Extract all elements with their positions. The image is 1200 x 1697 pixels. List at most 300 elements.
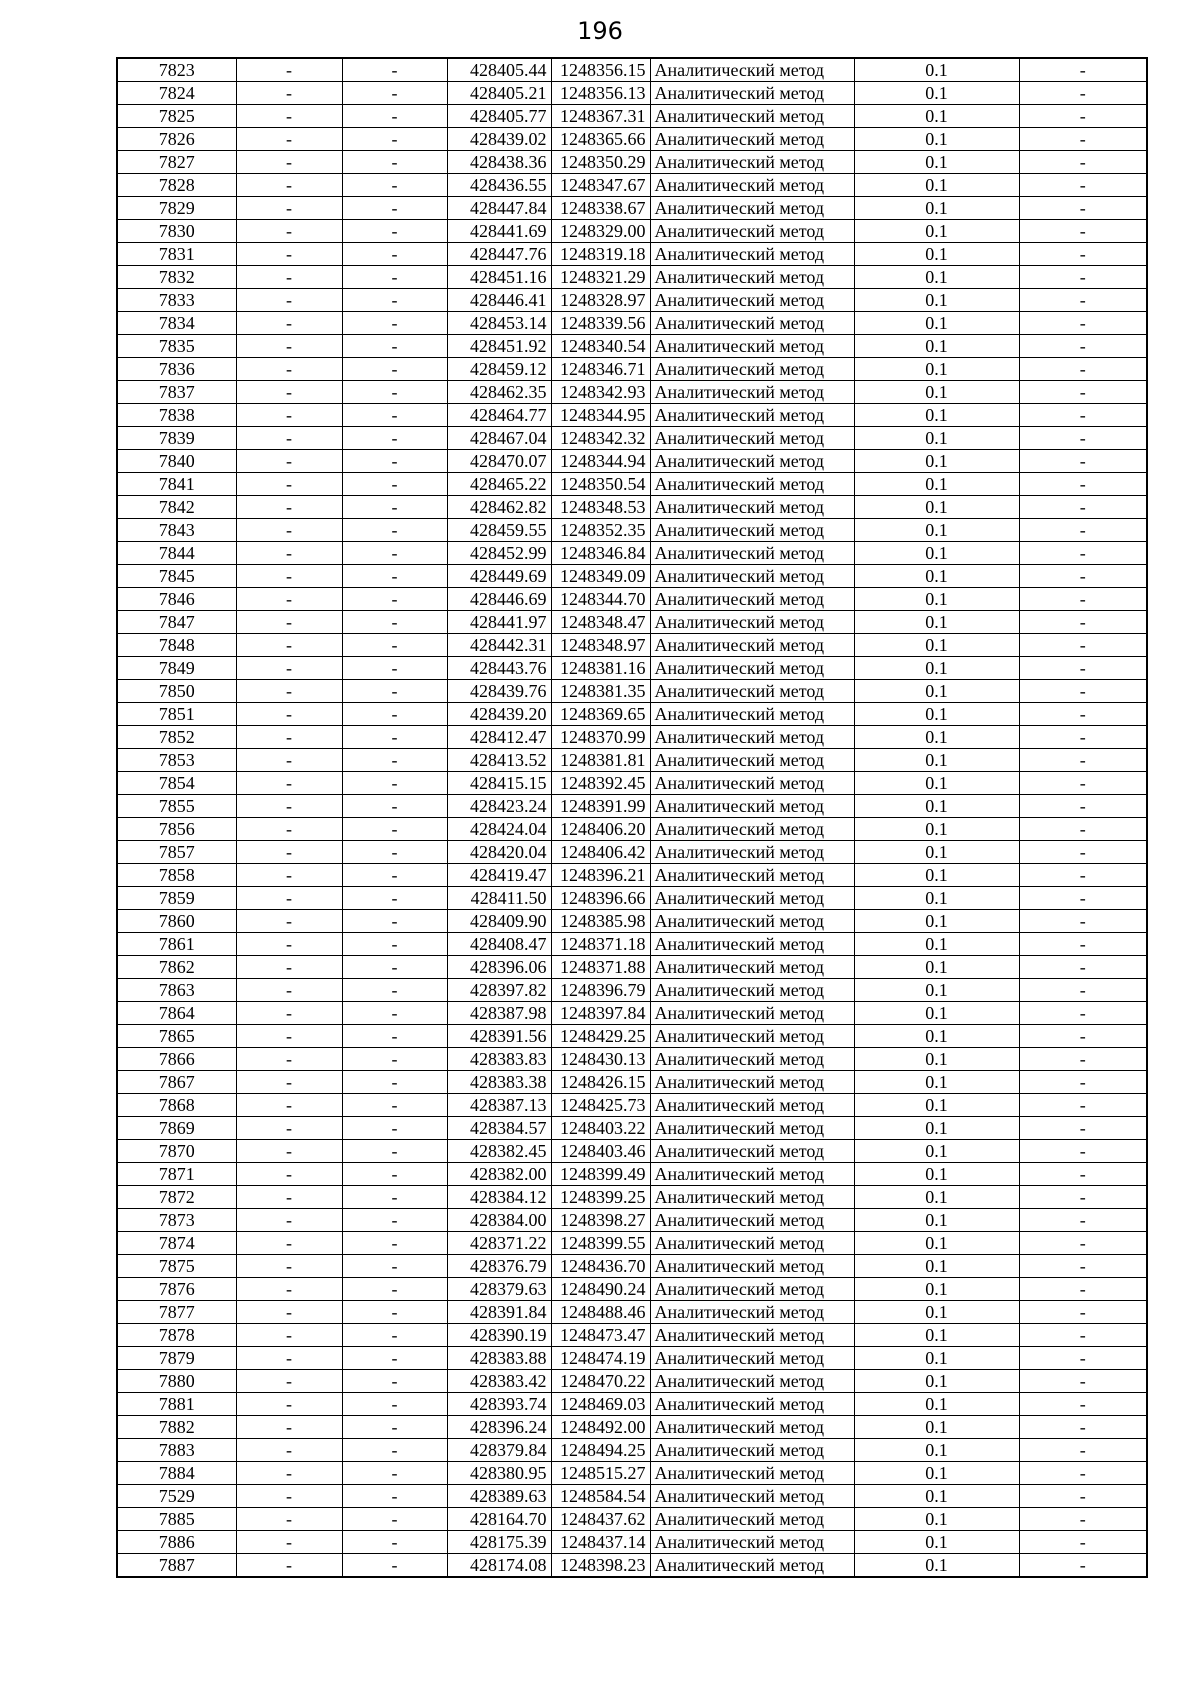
point-number-cell: 7850 <box>117 680 236 703</box>
accuracy-cell: 0.1 <box>854 841 1019 864</box>
x-coordinate-cell: 428424.04 <box>447 818 551 841</box>
point-number-cell: 7854 <box>117 772 236 795</box>
accuracy-cell: 0.1 <box>854 289 1019 312</box>
dash-cell: - <box>236 1485 342 1508</box>
dash-cell: - <box>236 1324 342 1347</box>
dash-cell: - <box>236 381 342 404</box>
dash-cell: - <box>342 473 447 496</box>
method-cell: Аналитический метод <box>650 933 854 956</box>
dash-cell: - <box>236 1232 342 1255</box>
accuracy-cell: 0.1 <box>854 1140 1019 1163</box>
dash-cell: - <box>342 1048 447 1071</box>
y-coordinate-cell: 1248348.53 <box>551 496 650 519</box>
x-coordinate-cell: 428405.44 <box>447 58 551 82</box>
dash-cell: - <box>1019 887 1147 910</box>
dash-cell: - <box>1019 864 1147 887</box>
accuracy-cell: 0.1 <box>854 956 1019 979</box>
table-row <box>117 1071 1147 1094</box>
y-coordinate-cell: 1248381.81 <box>551 749 650 772</box>
dash-cell: - <box>1019 1393 1147 1416</box>
x-coordinate-cell: 428441.69 <box>447 220 551 243</box>
y-coordinate-cell: 1248437.62 <box>551 1508 650 1531</box>
method-cell: Аналитический метод <box>650 58 854 82</box>
table-row <box>117 956 1147 979</box>
accuracy-cell: 0.1 <box>854 1209 1019 1232</box>
dash-cell: - <box>236 542 342 565</box>
dash-cell: - <box>1019 979 1147 1002</box>
dash-cell: - <box>236 818 342 841</box>
dash-cell: - <box>236 864 342 887</box>
dash-cell: - <box>236 289 342 312</box>
dash-cell: - <box>1019 910 1147 933</box>
point-number-cell: 7874 <box>117 1232 236 1255</box>
table-row <box>117 910 1147 933</box>
x-coordinate-cell: 428383.38 <box>447 1071 551 1094</box>
y-coordinate-cell: 1248367.31 <box>551 105 650 128</box>
table-row <box>117 1531 1147 1554</box>
dash-cell: - <box>1019 151 1147 174</box>
dash-cell: - <box>236 795 342 818</box>
x-coordinate-cell: 428390.19 <box>447 1324 551 1347</box>
accuracy-cell: 0.1 <box>854 1163 1019 1186</box>
point-number-cell: 7832 <box>117 266 236 289</box>
accuracy-cell: 0.1 <box>854 1278 1019 1301</box>
y-coordinate-cell: 1248346.84 <box>551 542 650 565</box>
table-row <box>117 749 1147 772</box>
y-coordinate-cell: 1248488.46 <box>551 1301 650 1324</box>
x-coordinate-cell: 428447.76 <box>447 243 551 266</box>
table-row <box>117 151 1147 174</box>
y-coordinate-cell: 1248494.25 <box>551 1439 650 1462</box>
table-row <box>117 726 1147 749</box>
table-row <box>117 703 1147 726</box>
accuracy-cell: 0.1 <box>854 565 1019 588</box>
accuracy-cell: 0.1 <box>854 1462 1019 1485</box>
dash-cell: - <box>342 565 447 588</box>
table-body <box>117 58 1147 1577</box>
point-number-cell: 7859 <box>117 887 236 910</box>
dash-cell: - <box>1019 611 1147 634</box>
point-number-cell: 7829 <box>117 197 236 220</box>
accuracy-cell: 0.1 <box>854 174 1019 197</box>
dash-cell: - <box>1019 404 1147 427</box>
x-coordinate-cell: 428412.47 <box>447 726 551 749</box>
method-cell: Аналитический метод <box>650 496 854 519</box>
dash-cell: - <box>1019 197 1147 220</box>
y-coordinate-cell: 1248370.99 <box>551 726 650 749</box>
y-coordinate-cell: 1248350.54 <box>551 473 650 496</box>
dash-cell: - <box>236 1393 342 1416</box>
dash-cell: - <box>1019 841 1147 864</box>
y-coordinate-cell: 1248469.03 <box>551 1393 650 1416</box>
x-coordinate-cell: 428397.82 <box>447 979 551 1002</box>
dash-cell: - <box>342 174 447 197</box>
point-number-cell: 7836 <box>117 358 236 381</box>
table-row <box>117 289 1147 312</box>
point-number-cell: 7883 <box>117 1439 236 1462</box>
dash-cell: - <box>342 956 447 979</box>
dash-cell: - <box>236 1163 342 1186</box>
accuracy-cell: 0.1 <box>854 588 1019 611</box>
y-coordinate-cell: 1248399.55 <box>551 1232 650 1255</box>
x-coordinate-cell: 428439.76 <box>447 680 551 703</box>
method-cell: Аналитический метод <box>650 1485 854 1508</box>
method-cell: Аналитический метод <box>650 1025 854 1048</box>
accuracy-cell: 0.1 <box>854 634 1019 657</box>
x-coordinate-cell: 428389.63 <box>447 1485 551 1508</box>
y-coordinate-cell: 1248399.25 <box>551 1186 650 1209</box>
y-coordinate-cell: 1248356.13 <box>551 82 650 105</box>
x-coordinate-cell: 428371.22 <box>447 1232 551 1255</box>
point-number-cell: 7855 <box>117 795 236 818</box>
dash-cell: - <box>1019 496 1147 519</box>
point-number-cell: 7843 <box>117 519 236 542</box>
x-coordinate-cell: 428459.55 <box>447 519 551 542</box>
y-coordinate-cell: 1248342.32 <box>551 427 650 450</box>
dash-cell: - <box>1019 726 1147 749</box>
y-coordinate-cell: 1248344.95 <box>551 404 650 427</box>
x-coordinate-cell: 428452.99 <box>447 542 551 565</box>
point-number-cell: 7847 <box>117 611 236 634</box>
method-cell: Аналитический метод <box>650 335 854 358</box>
y-coordinate-cell: 1248391.99 <box>551 795 650 818</box>
dash-cell: - <box>236 427 342 450</box>
dash-cell: - <box>1019 749 1147 772</box>
accuracy-cell: 0.1 <box>854 1531 1019 1554</box>
y-coordinate-cell: 1248398.23 <box>551 1554 650 1578</box>
dash-cell: - <box>342 151 447 174</box>
dash-cell: - <box>236 496 342 519</box>
table-row <box>117 450 1147 473</box>
x-coordinate-cell: 428438.36 <box>447 151 551 174</box>
method-cell: Аналитический метод <box>650 956 854 979</box>
point-number-cell: 7841 <box>117 473 236 496</box>
dash-cell: - <box>342 1462 447 1485</box>
dash-cell: - <box>1019 1301 1147 1324</box>
method-cell: Аналитический метод <box>650 703 854 726</box>
point-number-cell: 7885 <box>117 1508 236 1531</box>
dash-cell: - <box>1019 1002 1147 1025</box>
x-coordinate-cell: 428382.00 <box>447 1163 551 1186</box>
dash-cell: - <box>342 358 447 381</box>
dash-cell: - <box>342 841 447 864</box>
y-coordinate-cell: 1248392.45 <box>551 772 650 795</box>
x-coordinate-cell: 428376.79 <box>447 1255 551 1278</box>
dash-cell: - <box>1019 519 1147 542</box>
dash-cell: - <box>1019 956 1147 979</box>
point-number-cell: 7869 <box>117 1117 236 1140</box>
accuracy-cell: 0.1 <box>854 1048 1019 1071</box>
dash-cell: - <box>342 381 447 404</box>
x-coordinate-cell: 428391.84 <box>447 1301 551 1324</box>
table-row <box>117 1393 1147 1416</box>
dash-cell: - <box>1019 1324 1147 1347</box>
accuracy-cell: 0.1 <box>854 128 1019 151</box>
y-coordinate-cell: 1248403.46 <box>551 1140 650 1163</box>
point-number-cell: 7857 <box>117 841 236 864</box>
method-cell: Аналитический метод <box>650 1370 854 1393</box>
x-coordinate-cell: 428449.69 <box>447 565 551 588</box>
dash-cell: - <box>236 312 342 335</box>
method-cell: Аналитический метод <box>650 611 854 634</box>
accuracy-cell: 0.1 <box>854 910 1019 933</box>
dash-cell: - <box>342 726 447 749</box>
point-number-cell: 7880 <box>117 1370 236 1393</box>
point-number-cell: 7871 <box>117 1163 236 1186</box>
dash-cell: - <box>342 657 447 680</box>
dash-cell: - <box>236 105 342 128</box>
point-number-cell: 7834 <box>117 312 236 335</box>
method-cell: Аналитический метод <box>650 1439 854 1462</box>
dash-cell: - <box>342 818 447 841</box>
method-cell: Аналитический метод <box>650 565 854 588</box>
accuracy-cell: 0.1 <box>854 1071 1019 1094</box>
point-number-cell: 7853 <box>117 749 236 772</box>
dash-cell: - <box>1019 795 1147 818</box>
dash-cell: - <box>236 703 342 726</box>
x-coordinate-cell: 428175.39 <box>447 1531 551 1554</box>
accuracy-cell: 0.1 <box>854 450 1019 473</box>
y-coordinate-cell: 1248347.67 <box>551 174 650 197</box>
point-number-cell: 7839 <box>117 427 236 450</box>
y-coordinate-cell: 1248470.22 <box>551 1370 650 1393</box>
y-coordinate-cell: 1248340.54 <box>551 335 650 358</box>
table-row <box>117 197 1147 220</box>
accuracy-cell: 0.1 <box>854 335 1019 358</box>
y-coordinate-cell: 1248350.29 <box>551 151 650 174</box>
dash-cell: - <box>236 979 342 1002</box>
y-coordinate-cell: 1248474.19 <box>551 1347 650 1370</box>
method-cell: Аналитический метод <box>650 220 854 243</box>
y-coordinate-cell: 1248425.73 <box>551 1094 650 1117</box>
y-coordinate-cell: 1248349.09 <box>551 565 650 588</box>
table-row <box>117 519 1147 542</box>
table-row <box>117 312 1147 335</box>
dash-cell: - <box>236 358 342 381</box>
accuracy-cell: 0.1 <box>854 680 1019 703</box>
point-number-cell: 7852 <box>117 726 236 749</box>
dash-cell: - <box>1019 358 1147 381</box>
y-coordinate-cell: 1248406.42 <box>551 841 650 864</box>
table-row <box>117 1416 1147 1439</box>
dash-cell: - <box>342 1232 447 1255</box>
dash-cell: - <box>1019 1094 1147 1117</box>
y-coordinate-cell: 1248473.47 <box>551 1324 650 1347</box>
method-cell: Аналитический метод <box>650 1163 854 1186</box>
table-row <box>117 841 1147 864</box>
table-row <box>117 473 1147 496</box>
dash-cell: - <box>1019 634 1147 657</box>
x-coordinate-cell: 428415.15 <box>447 772 551 795</box>
coordinates-table <box>116 57 1148 1578</box>
accuracy-cell: 0.1 <box>854 772 1019 795</box>
table-row <box>117 1255 1147 1278</box>
dash-cell: - <box>342 496 447 519</box>
accuracy-cell: 0.1 <box>854 82 1019 105</box>
x-coordinate-cell: 428409.90 <box>447 910 551 933</box>
point-number-cell: 7830 <box>117 220 236 243</box>
x-coordinate-cell: 428383.88 <box>447 1347 551 1370</box>
dash-cell: - <box>236 1439 342 1462</box>
table-row <box>117 657 1147 680</box>
table-row <box>117 864 1147 887</box>
dash-cell: - <box>1019 933 1147 956</box>
point-number-cell: 7837 <box>117 381 236 404</box>
dash-cell: - <box>342 1347 447 1370</box>
dash-cell: - <box>1019 1439 1147 1462</box>
accuracy-cell: 0.1 <box>854 1324 1019 1347</box>
x-coordinate-cell: 428383.42 <box>447 1370 551 1393</box>
dash-cell: - <box>342 1163 447 1186</box>
method-cell: Аналитический метод <box>650 1347 854 1370</box>
dash-cell: - <box>342 634 447 657</box>
method-cell: Аналитический метод <box>650 864 854 887</box>
accuracy-cell: 0.1 <box>854 197 1019 220</box>
x-coordinate-cell: 428446.69 <box>447 588 551 611</box>
point-number-cell: 7876 <box>117 1278 236 1301</box>
dash-cell: - <box>236 749 342 772</box>
x-coordinate-cell: 428391.56 <box>447 1025 551 1048</box>
table-row <box>117 1048 1147 1071</box>
x-coordinate-cell: 428383.83 <box>447 1048 551 1071</box>
y-coordinate-cell: 1248403.22 <box>551 1117 650 1140</box>
y-coordinate-cell: 1248346.71 <box>551 358 650 381</box>
dash-cell: - <box>342 1117 447 1140</box>
dash-cell: - <box>236 726 342 749</box>
dash-cell: - <box>236 82 342 105</box>
y-coordinate-cell: 1248406.20 <box>551 818 650 841</box>
method-cell: Аналитический метод <box>650 128 854 151</box>
method-cell: Аналитический метод <box>650 450 854 473</box>
accuracy-cell: 0.1 <box>854 749 1019 772</box>
point-number-cell: 7881 <box>117 1393 236 1416</box>
dash-cell: - <box>342 680 447 703</box>
dash-cell: - <box>236 657 342 680</box>
y-coordinate-cell: 1248436.70 <box>551 1255 650 1278</box>
x-coordinate-cell: 428420.04 <box>447 841 551 864</box>
point-number-cell: 7828 <box>117 174 236 197</box>
point-number-cell: 7823 <box>117 58 236 82</box>
method-cell: Аналитический метод <box>650 841 854 864</box>
dash-cell: - <box>342 1554 447 1578</box>
table-row <box>117 818 1147 841</box>
x-coordinate-cell: 428451.16 <box>447 266 551 289</box>
dash-cell: - <box>342 1416 447 1439</box>
accuracy-cell: 0.1 <box>854 933 1019 956</box>
accuracy-cell: 0.1 <box>854 611 1019 634</box>
x-coordinate-cell: 428470.07 <box>447 450 551 473</box>
point-number-cell: 7868 <box>117 1094 236 1117</box>
method-cell: Аналитический метод <box>650 657 854 680</box>
x-coordinate-cell: 428164.70 <box>447 1508 551 1531</box>
dash-cell: - <box>236 404 342 427</box>
dash-cell: - <box>1019 1140 1147 1163</box>
point-number-cell: 7824 <box>117 82 236 105</box>
x-coordinate-cell: 428453.14 <box>447 312 551 335</box>
dash-cell: - <box>342 703 447 726</box>
table-row <box>117 1508 1147 1531</box>
table-row <box>117 933 1147 956</box>
method-cell: Аналитический метод <box>650 1002 854 1025</box>
point-number-cell: 7835 <box>117 335 236 358</box>
point-number-cell: 7848 <box>117 634 236 657</box>
table-row <box>117 1324 1147 1347</box>
accuracy-cell: 0.1 <box>854 542 1019 565</box>
accuracy-cell: 0.1 <box>854 1416 1019 1439</box>
method-cell: Аналитический метод <box>650 197 854 220</box>
dash-cell: - <box>236 450 342 473</box>
method-cell: Аналитический метод <box>650 473 854 496</box>
table-row <box>117 1462 1147 1485</box>
x-coordinate-cell: 428380.95 <box>447 1462 551 1485</box>
dash-cell: - <box>342 1370 447 1393</box>
dash-cell: - <box>236 910 342 933</box>
dash-cell: - <box>342 887 447 910</box>
dash-cell: - <box>342 197 447 220</box>
y-coordinate-cell: 1248321.29 <box>551 266 650 289</box>
x-coordinate-cell: 428393.74 <box>447 1393 551 1416</box>
x-coordinate-cell: 428382.45 <box>447 1140 551 1163</box>
dash-cell: - <box>236 1531 342 1554</box>
accuracy-cell: 0.1 <box>854 312 1019 335</box>
table-row <box>117 1347 1147 1370</box>
accuracy-cell: 0.1 <box>854 795 1019 818</box>
method-cell: Аналитический метод <box>650 266 854 289</box>
point-number-cell: 7865 <box>117 1025 236 1048</box>
dash-cell: - <box>342 1278 447 1301</box>
dash-cell: - <box>342 1209 447 1232</box>
dash-cell: - <box>342 519 447 542</box>
point-number-cell: 7879 <box>117 1347 236 1370</box>
x-coordinate-cell: 428439.02 <box>447 128 551 151</box>
x-coordinate-cell: 428387.98 <box>447 1002 551 1025</box>
dash-cell: - <box>1019 1163 1147 1186</box>
accuracy-cell: 0.1 <box>854 703 1019 726</box>
dash-cell: - <box>1019 1048 1147 1071</box>
x-coordinate-cell: 428411.50 <box>447 887 551 910</box>
x-coordinate-cell: 428384.12 <box>447 1186 551 1209</box>
dash-cell: - <box>342 795 447 818</box>
dash-cell: - <box>236 956 342 979</box>
table-row <box>117 335 1147 358</box>
accuracy-cell: 0.1 <box>854 58 1019 82</box>
dash-cell: - <box>1019 335 1147 358</box>
x-coordinate-cell: 428174.08 <box>447 1554 551 1578</box>
y-coordinate-cell: 1248348.47 <box>551 611 650 634</box>
method-cell: Аналитический метод <box>650 749 854 772</box>
x-coordinate-cell: 428419.47 <box>447 864 551 887</box>
dash-cell: - <box>236 588 342 611</box>
x-coordinate-cell: 428408.47 <box>447 933 551 956</box>
y-coordinate-cell: 1248398.27 <box>551 1209 650 1232</box>
method-cell: Аналитический метод <box>650 910 854 933</box>
table-row <box>117 404 1147 427</box>
point-number-cell: 7858 <box>117 864 236 887</box>
method-cell: Аналитический метод <box>650 772 854 795</box>
x-coordinate-cell: 428447.84 <box>447 197 551 220</box>
y-coordinate-cell: 1248397.84 <box>551 1002 650 1025</box>
table-row <box>117 82 1147 105</box>
dash-cell: - <box>1019 1508 1147 1531</box>
method-cell: Аналитический метод <box>650 243 854 266</box>
dash-cell: - <box>1019 657 1147 680</box>
dash-cell: - <box>342 220 447 243</box>
y-coordinate-cell: 1248338.67 <box>551 197 650 220</box>
dash-cell: - <box>342 105 447 128</box>
method-cell: Аналитический метод <box>650 404 854 427</box>
point-number-cell: 7845 <box>117 565 236 588</box>
y-coordinate-cell: 1248339.56 <box>551 312 650 335</box>
